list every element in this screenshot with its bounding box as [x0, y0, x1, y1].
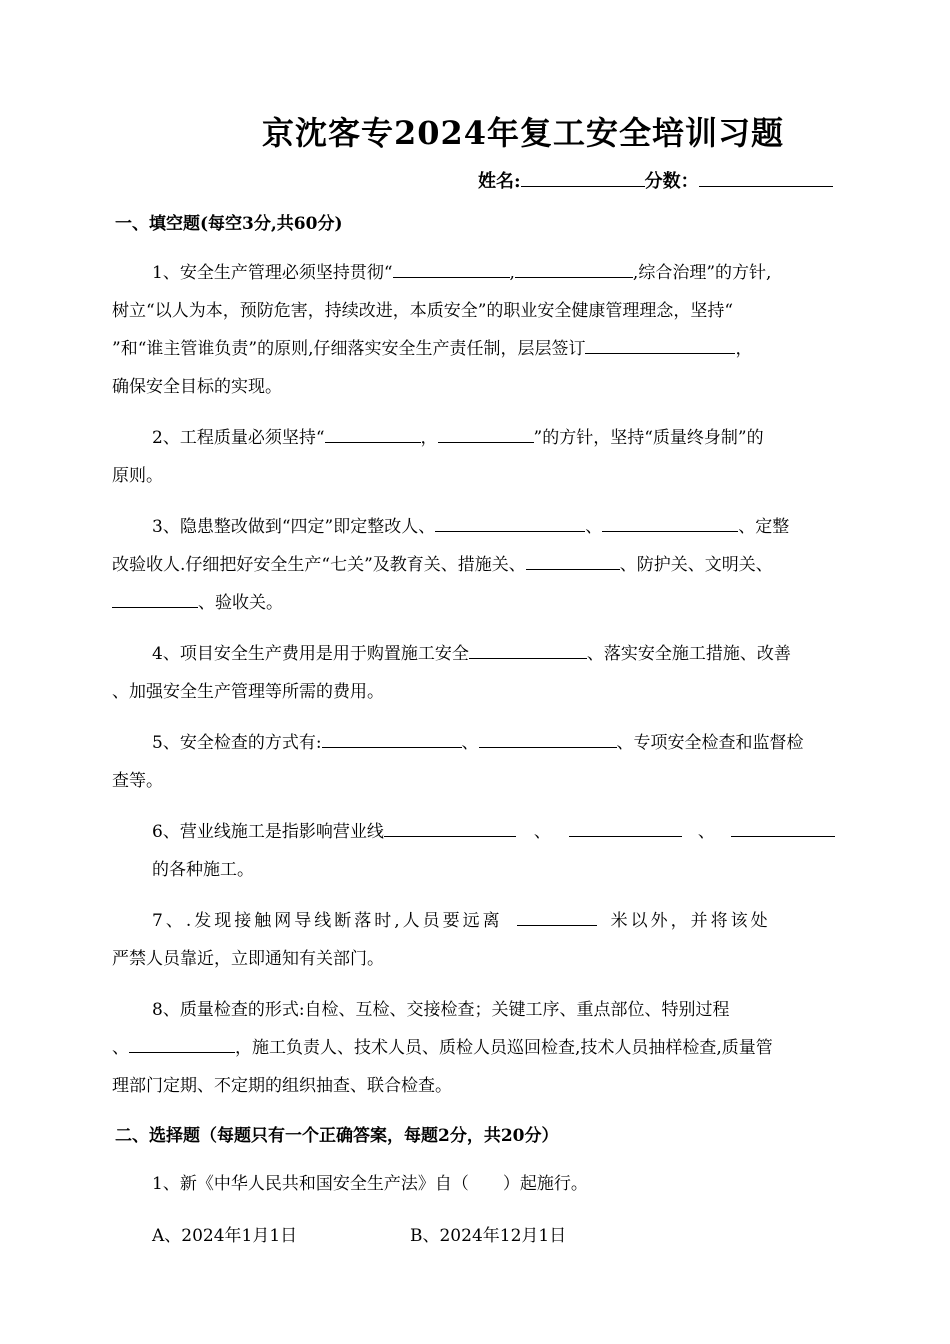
question-6-line-2: 的各种施工。 [152, 860, 254, 880]
answer-blank[interactable] [569, 820, 682, 837]
question-8-line-2: 、 ，施工负责人、技术人员、质检人员巡回检查,技术人员抽样检查,质量管 [112, 1038, 773, 1058]
answer-blank[interactable] [322, 731, 462, 748]
question-2-line-2: 原则。 [112, 466, 163, 486]
name-blank[interactable] [521, 170, 645, 187]
answer-blank[interactable] [129, 1036, 235, 1053]
question-1-line-2: 树立“以人为本，预防危害，持续改进，本质安全”的职业安全健康管理理念，坚持“ [112, 301, 734, 321]
choice-question-1: 1、新《中华人民共和国安全生产法》自（ ）起施行。 [152, 1174, 588, 1194]
answer-blank[interactable] [393, 261, 510, 278]
answer-blank[interactable] [602, 515, 738, 532]
answer-blank[interactable] [479, 731, 617, 748]
answer-blank[interactable] [469, 642, 587, 659]
question-3-line-1: 3、隐患整改做到“四定”即定整改人、 、 、定整 [152, 517, 790, 537]
answer-blank[interactable] [585, 337, 735, 354]
question-6-line-1: 6、营业线施工是指影响营业线 、 、 [152, 817, 835, 842]
question-1-line-4: 确保安全目标的实现。 [112, 377, 282, 397]
answer-blank[interactable] [517, 909, 597, 926]
question-8-line-3: 理部门定期、不定期的组织抽查、联合检查。 [112, 1076, 452, 1096]
score-label: 分数： [644, 171, 699, 192]
page-title: 京沈客专2024年复工安全培训习题 [261, 114, 785, 152]
question-7-line-1: 7、.发现接触网导线断落时,人员要远离 米以外，并将该处 [152, 911, 771, 931]
name-label: 姓名: [478, 171, 521, 192]
question-4-line-2: 、加强安全生产管理等所需的费用。 [112, 682, 384, 702]
question-3-line-2: 改验收人.仔细把好安全生产“七关”及教育关、措施关、 、防护关、文明关、 [112, 555, 773, 575]
question-7-line-2: 严禁人员靠近，立即通知有关部门。 [112, 949, 384, 969]
answer-blank[interactable] [526, 553, 620, 570]
question-1-line-3: ”和“谁主管谁负责”的原则,仔细落实安全生产责任制，层层签订 ， [112, 339, 753, 359]
answer-blank[interactable] [515, 261, 633, 278]
answer-blank[interactable] [384, 820, 516, 837]
question-5-line-2: 查等。 [112, 771, 163, 791]
choice-1-option-a[interactable]: A、2024年1月1日 [152, 1226, 298, 1246]
question-2-line-1: 2、工程质量必须坚持“ ， ”的方针，坚持“质量终身制”的 [152, 428, 764, 448]
answer-blank[interactable] [112, 591, 198, 608]
answer-blank[interactable] [325, 426, 421, 443]
question-8-line-1: 8、质量检查的形式:自检、互检、交接检查；关键工序、重点部位、特别过程 [152, 1000, 730, 1020]
question-3-line-3: 、验收关。 [112, 588, 283, 613]
choice-1-option-b[interactable]: B、2024年12月1日 [410, 1226, 567, 1246]
name-score-bar [478, 167, 833, 193]
question-4-line-1: 4、项目安全生产费用是用于购置施工安全 、落实安全施工措施、改善 [152, 644, 791, 664]
answer-blank[interactable] [438, 426, 534, 443]
answer-blank[interactable] [435, 515, 585, 532]
section-choice-heading: 二、选择题（每题只有一个正确答案，每题2分，共20分） [115, 1126, 559, 1146]
section-fill-in-heading: 一、填空题(每空3分,共60分) [115, 214, 343, 234]
score-blank[interactable] [699, 170, 833, 187]
answer-blank[interactable] [731, 820, 835, 837]
question-1-line-1: 1、安全生产管理必须坚持贯彻“ , ,综合治理”的方针, [152, 263, 772, 283]
question-5-line-1: 5、安全检查的方式有: 、 、专项安全检查和监督检 [152, 733, 804, 753]
